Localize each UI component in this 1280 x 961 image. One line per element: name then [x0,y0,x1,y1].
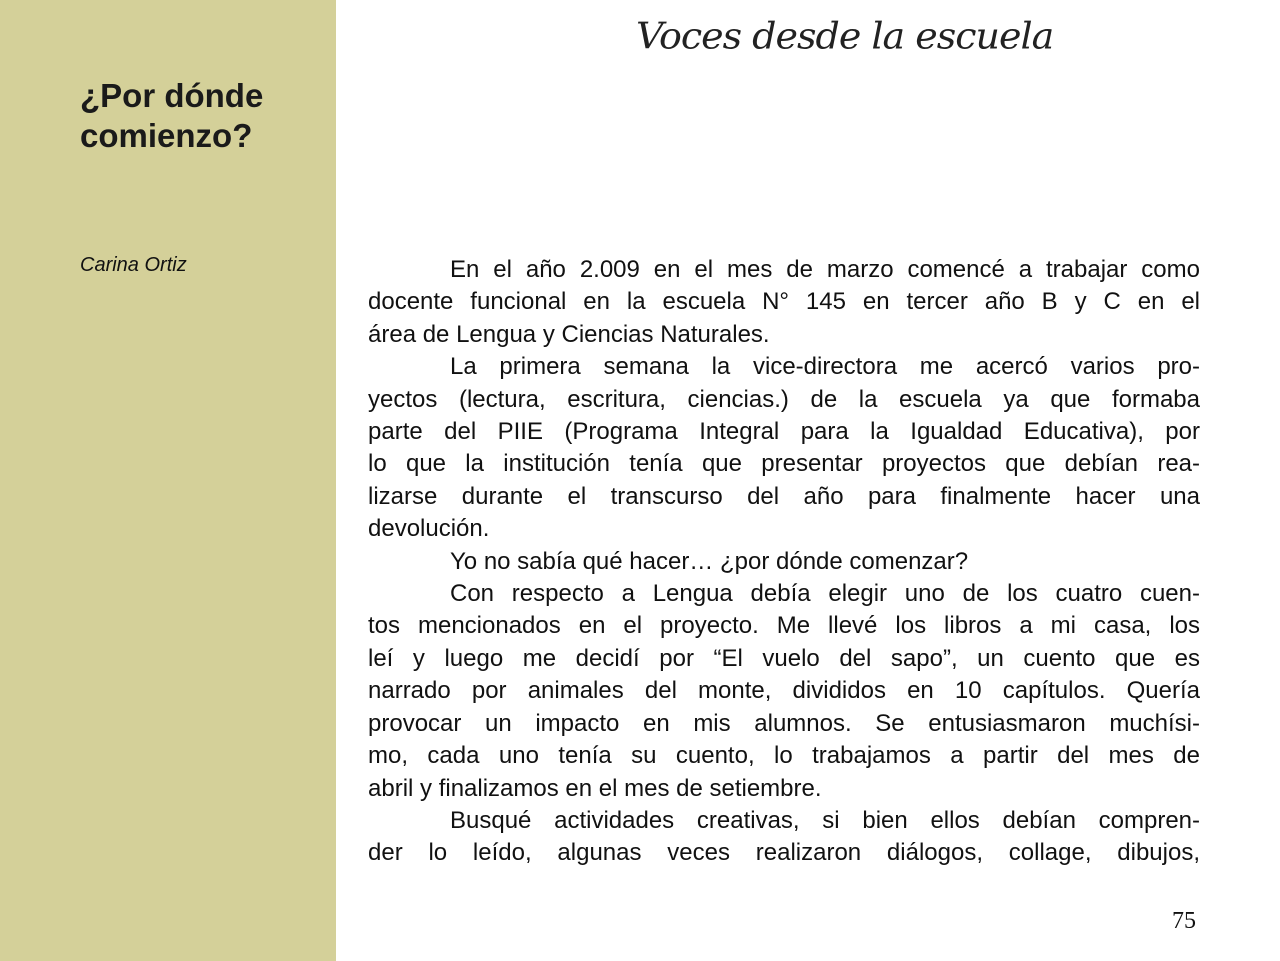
paragraph-line: Busqué actividades creativas, si bien ellos debían compren- [450,806,1200,834]
paragraph-line: parte del PIIE (Programa Integral para la Igualdad Educativa), por [368,418,1200,446]
paragraph-line: área de Lengua y Ciencias Naturales. [368,320,770,348]
paragraph-line: provocar un impacto en mis alumnos. Se entusiasmaron muchísi- [368,709,1200,737]
paragraph-line: La primera semana la vice-directora me acercó varios pro- [450,353,1200,381]
paragraph-line: abril y finalizamos en el mes de setiembre. [368,774,822,802]
paragraph-line: mo, cada uno tenía su cuento, lo trabajamos a partir del mes de [368,742,1200,770]
paragraph-line: narrado por animales del monte, divididos en 10 capítulos. Quería [368,677,1200,705]
author-name: Carina Ortiz [80,254,187,276]
paragraph-line: lo que la institución tenía que presentar proyectos que debían rea- [368,450,1200,478]
paragraph-line: lizarse durante el transcurso del año para finalmente hacer una [368,482,1200,510]
paragraph-line: En el año 2.009 en el mes de marzo comencé a trabajar como [450,256,1200,283]
page-number: 75 [1172,908,1196,934]
body-text [368,254,1200,870]
paragraph-line: devolución. [368,515,490,543]
paragraph-line: Yo no sabía qué hacer… ¿por dónde comenzar? [450,547,969,575]
chapter-title-line: ¿Por dónde [80,77,264,114]
paragraph-line: leí y luego me decidí por “El vuelo del sapo”, un cuento que es [368,644,1200,672]
paragraph-line: docente funcional en la escuela N° 145 en tercer año B y C en el [368,288,1200,316]
paragraph-line: der lo leído, algunas veces realizaron diálogos, collage, dibujos, [368,839,1200,867]
running-header: Voces desde la escuela [636,15,1054,57]
chapter-title-line: comienzo? [80,117,253,154]
chapter-title [80,76,263,156]
paragraph-line: tos mencionados en el proyecto. Me llevé los libros a mi casa, los [368,612,1200,640]
paragraph-line: yectos (lectura, escritura, ciencias.) de la escuela ya que formaba [368,385,1200,413]
paragraph-line: Con respecto a Lengua debía elegir uno de los cuatro cuen- [450,580,1200,608]
